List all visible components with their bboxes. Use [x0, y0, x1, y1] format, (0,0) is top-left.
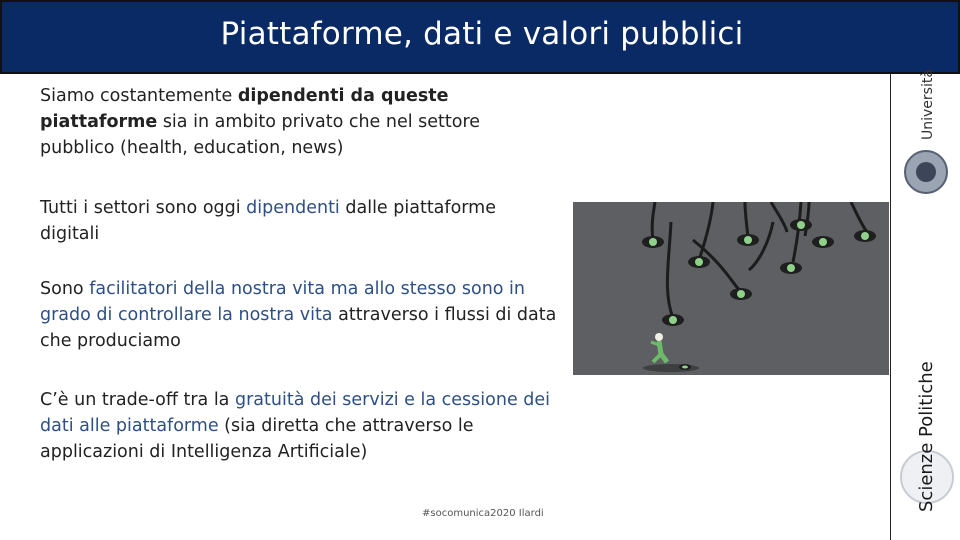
p3-text-a: Sono [40, 279, 90, 299]
eye-6 [780, 262, 802, 274]
p1-text-e: sia in ambito privato che nel settore pubblico (health, education, news) [40, 112, 481, 158]
paragraph-sectors [40, 195, 560, 247]
eyes-on-cables-image [573, 202, 889, 375]
p4-highlight-b: gratuità dei servizi e la cessione dei dati alle piattaforme [40, 390, 551, 436]
p4-text-c: (sia diretta che attraverso le applicazioni di Intelligenza Artificiale) [40, 416, 474, 462]
footer-hashtag: #socomunica2020 Ilardi [422, 508, 544, 519]
cable-6 [771, 202, 787, 232]
p3-text-c: attraverso i flussi di data che produciamo [40, 305, 557, 351]
paragraph-facilitators [40, 276, 560, 354]
p3-highlight-b: facilitatori della nostra vita ma allo stesso sono in grado di controllare la nostra vita [40, 279, 526, 325]
p2-text-a: Tutti i settori sono oggi [40, 198, 247, 218]
cable-9 [749, 222, 773, 270]
cable-7 [805, 202, 809, 236]
p2-highlight-b: dipendenti [246, 198, 340, 218]
paragraph-tradeoff [40, 387, 560, 465]
university-label [920, 116, 936, 140]
university-seal-icon [904, 150, 948, 194]
cable-5 [745, 202, 748, 238]
p4-text-a: C’è un trade-off tra la [40, 390, 235, 410]
eye-1 [642, 236, 664, 248]
surveillance-eyes-illustration [573, 202, 889, 375]
p1-text-a: Siamo costantemente [40, 86, 238, 106]
eye-5 [854, 230, 876, 242]
slide-title: Piattaforme, dati e valori pubblici [220, 16, 744, 52]
paragraph-dependence [40, 83, 560, 161]
cable-8 [851, 202, 867, 232]
cable-1 [652, 202, 655, 240]
p1-bold-b: dipendenti da queste [237, 86, 449, 106]
p2-text-c: dalle piattaforme digitali [40, 198, 496, 244]
running-person [643, 333, 699, 372]
eye-4 [790, 219, 812, 231]
eye-7 [730, 288, 752, 300]
department-label: Scienze Politiche [916, 361, 937, 512]
cable-3 [667, 222, 673, 318]
cable-10 [793, 202, 801, 262]
eye-9 [812, 236, 834, 248]
eye-2 [688, 256, 710, 268]
p1-bold-d: piattaforme [40, 112, 158, 132]
title-bar [0, 0, 960, 74]
eye-3 [737, 234, 759, 246]
eye-8 [662, 314, 684, 326]
seal-center [916, 162, 936, 182]
